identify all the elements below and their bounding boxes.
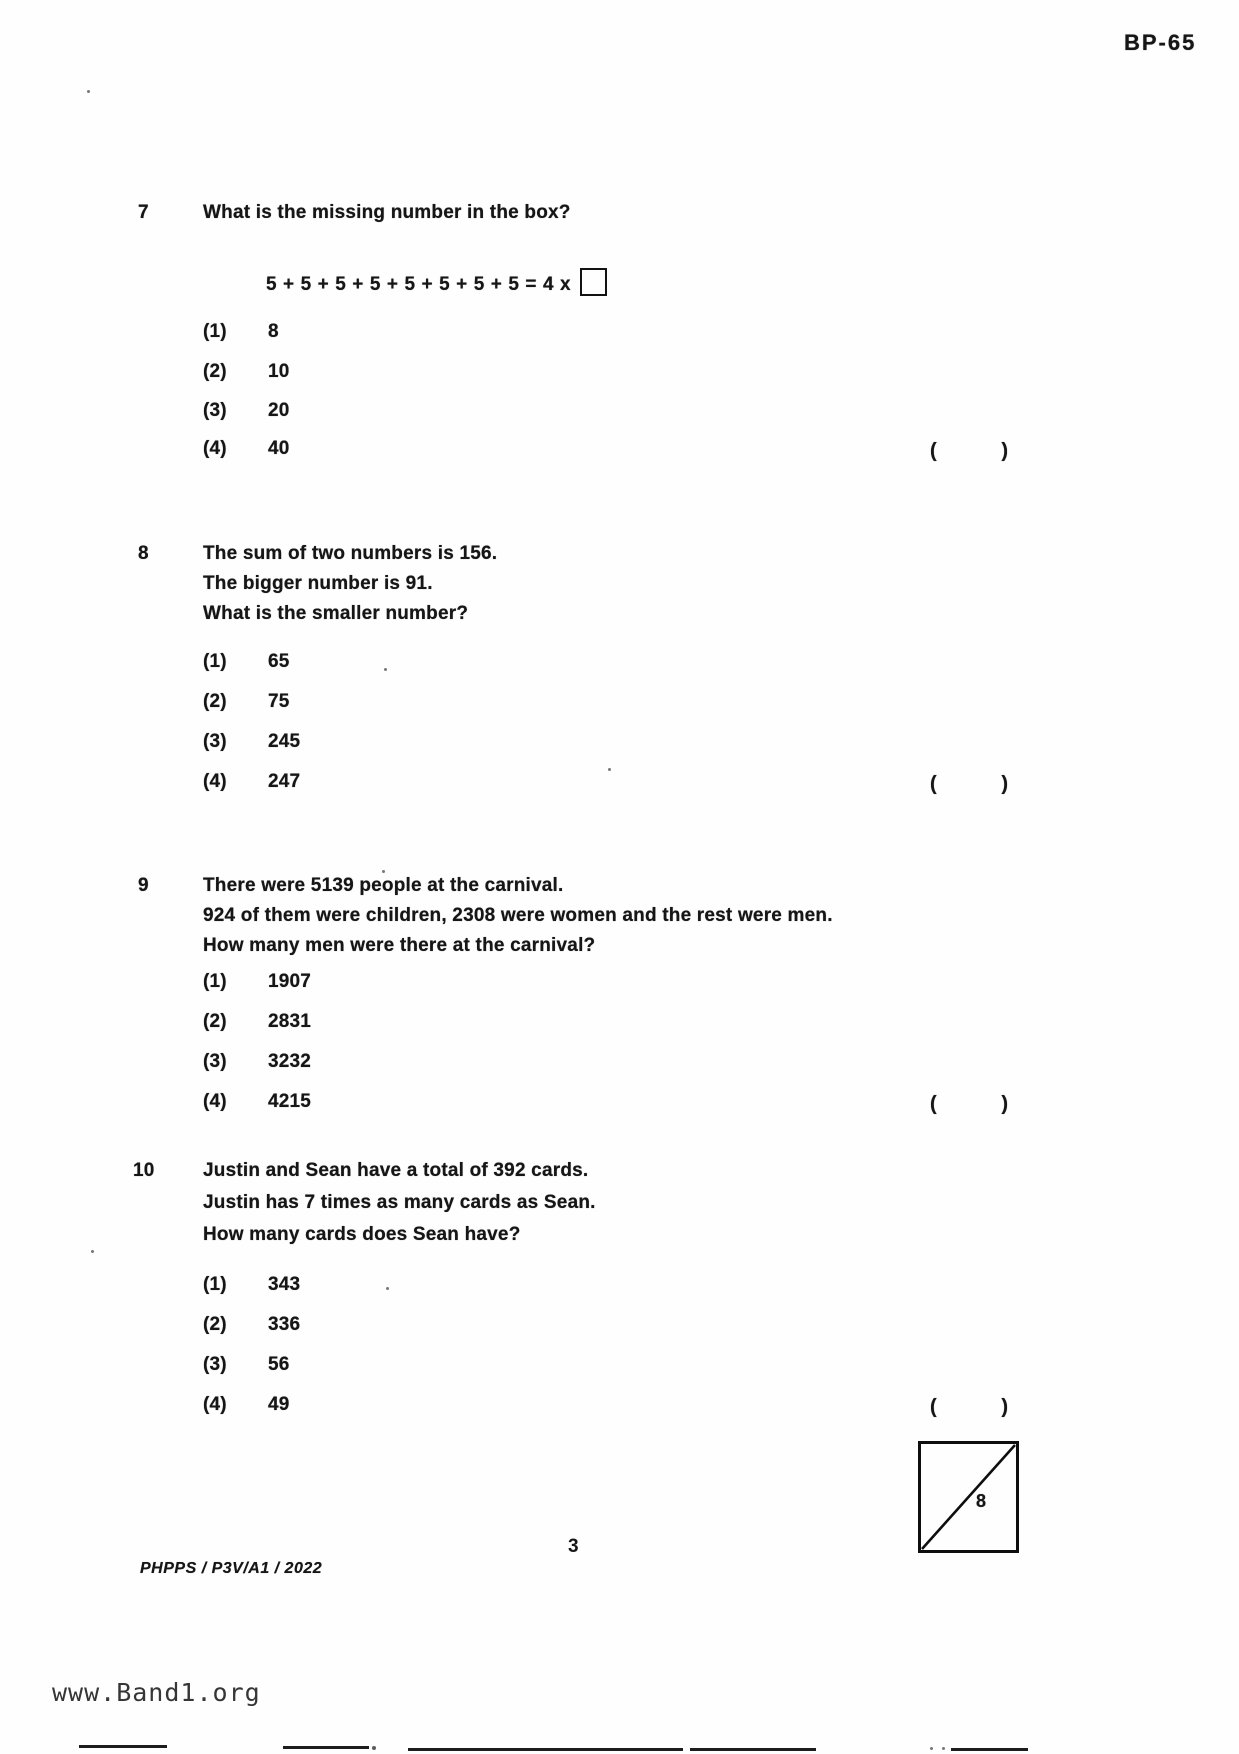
option-label: (2) [203, 1011, 227, 1032]
open-bracket: ( [930, 440, 937, 462]
option-value: 343 [268, 1274, 301, 1295]
scan-line [951, 1748, 1028, 1751]
option-label: (4) [203, 1091, 227, 1112]
scan-speck [372, 1746, 376, 1750]
answer-bracket [930, 1396, 1008, 1419]
scan-line [283, 1746, 369, 1749]
option-row [203, 771, 300, 793]
scan-line [690, 1748, 816, 1751]
diagonal-line-icon [921, 1444, 1016, 1550]
option-value: 247 [268, 771, 301, 792]
question-text-line: How many men were there at the carnival? [203, 935, 596, 956]
scan-speck [384, 668, 387, 671]
equation [266, 268, 607, 296]
scan-speck [942, 1747, 945, 1750]
option-row [203, 1011, 311, 1033]
question-number: 10 [133, 1160, 155, 1181]
option-label: (2) [203, 361, 227, 382]
scan-speck [608, 768, 611, 771]
option-label: (3) [203, 731, 227, 752]
score-box-value: 8 [976, 1491, 987, 1511]
option-row [203, 691, 290, 713]
option-value: 245 [268, 731, 301, 752]
option-value: 75 [268, 691, 290, 712]
option-label: (1) [203, 651, 227, 672]
option-label: (3) [203, 1354, 227, 1375]
equation-text: 5 + 5 + 5 + 5 + 5 + 5 + 5 + 5 = 4 x [266, 274, 572, 295]
option-label: (3) [203, 400, 227, 421]
answer-bracket [930, 440, 1008, 463]
option-label: (2) [203, 1314, 227, 1335]
question-number: 8 [138, 543, 149, 564]
option-value: 40 [268, 438, 290, 459]
question-text-line: What is the missing number in the box? [203, 202, 571, 223]
scan-speck [382, 870, 385, 873]
scan-line [408, 1748, 683, 1751]
open-bracket: ( [930, 773, 937, 795]
scan-speck [930, 1747, 933, 1750]
question-text-line: What is the smaller number? [203, 603, 469, 624]
answer-bracket [930, 1093, 1008, 1116]
scan-speck [87, 90, 90, 93]
option-label: (3) [203, 1051, 227, 1072]
question-text-line: Justin and Sean have a total of 392 cards. [203, 1160, 589, 1181]
open-bracket: ( [930, 1093, 937, 1115]
option-row [203, 1354, 290, 1376]
doc-code: PHPPS / P3V/A1 / 2022 [140, 1560, 323, 1577]
close-bracket: ) [1001, 1093, 1008, 1115]
option-label: (4) [203, 438, 227, 459]
option-row [203, 1314, 300, 1336]
option-row [203, 361, 290, 383]
option-value: 1907 [268, 971, 312, 992]
scan-speck [91, 1250, 94, 1253]
question-text-line: There were 5139 people at the carnival. [203, 875, 564, 896]
answer-bracket [930, 773, 1008, 796]
option-row [203, 971, 311, 993]
option-value: 3232 [268, 1051, 312, 1072]
scan-line [79, 1745, 167, 1748]
option-label: (4) [203, 771, 227, 792]
option-value: 20 [268, 400, 290, 421]
question-text-line: How many cards does Sean have? [203, 1224, 521, 1245]
option-value: 65 [268, 651, 290, 672]
question-number: 9 [138, 875, 149, 896]
watermark-url: www.Band1.org [52, 1678, 261, 1707]
question-number: 7 [138, 202, 149, 223]
option-row [203, 1051, 311, 1073]
option-row [203, 731, 300, 753]
option-row [203, 1274, 300, 1296]
close-bracket: ) [1001, 773, 1008, 795]
question-text-line: Justin has 7 times as many cards as Sean. [203, 1192, 596, 1213]
option-label: (4) [203, 1394, 227, 1415]
option-row [203, 321, 279, 343]
empty-answer-box-icon [580, 268, 607, 296]
option-row [203, 400, 290, 422]
score-box [918, 1441, 1019, 1553]
option-value: 10 [268, 361, 290, 382]
option-value: 336 [268, 1314, 301, 1335]
close-bracket: ) [1001, 440, 1008, 462]
option-row [203, 1091, 311, 1113]
option-label: (1) [203, 971, 227, 992]
booklet-code: BP-65 [1124, 30, 1197, 55]
option-row [203, 438, 290, 460]
option-label: (1) [203, 321, 227, 342]
option-value: 4215 [268, 1091, 312, 1112]
option-row [203, 651, 290, 673]
option-value: 49 [268, 1394, 290, 1415]
question-text-line: 924 of them were children, 2308 were women and the rest were men. [203, 905, 833, 926]
close-bracket: ) [1001, 1396, 1008, 1418]
option-value: 56 [268, 1354, 290, 1375]
scan-speck [386, 1287, 389, 1290]
page-number: 3 [568, 1536, 579, 1557]
question-text-line: The sum of two numbers is 156. [203, 543, 498, 564]
option-value: 2831 [268, 1011, 312, 1032]
open-bracket: ( [930, 1396, 937, 1418]
option-row [203, 1394, 290, 1416]
option-label: (2) [203, 691, 227, 712]
option-label: (1) [203, 1274, 227, 1295]
option-value: 8 [268, 321, 279, 342]
question-text-line: The bigger number is 91. [203, 573, 433, 594]
